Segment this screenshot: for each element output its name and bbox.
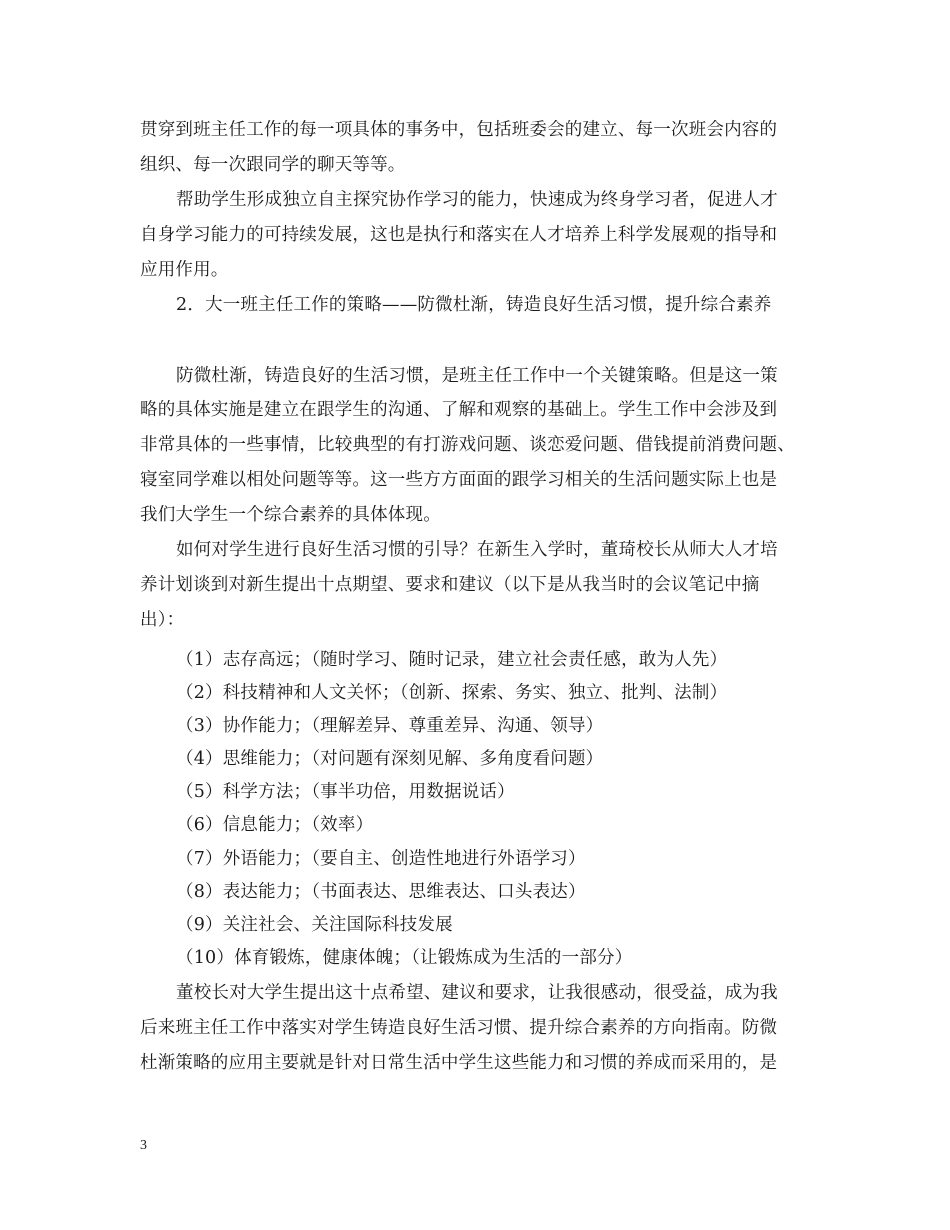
list-item: （9）关注社会、关注国际科技发展 — [176, 915, 453, 935]
list-item: （10）体育锻炼，健康体魄；（让锻炼成为生活的一部分） — [176, 948, 633, 968]
paragraph-line: 如何对学生进行良好生活习惯的引导？在新生入学时，董琦校长从师大人才培 — [176, 540, 778, 560]
list-item: （3）协作能力；（理解差异、尊重差异、沟通、领导） — [176, 716, 604, 736]
list-item: （7）外语能力；（要自主、创造性地进行外语学习） — [176, 849, 586, 869]
paragraph-line: 应用作用。 — [140, 260, 229, 280]
paragraph-line: 自身学习能力的可持续发展，这也是执行和落实在人才培养上科学发展观的指导和 — [140, 225, 778, 245]
list-item: （4）思维能力；（对问题有深刻见解、多角度看问题） — [176, 749, 604, 769]
section-heading: 2．大一班主任工作的策略——防微杜渐，铸造良好生活习惯，提升综合素养 — [176, 295, 772, 315]
paragraph-line: 略的具体实施是建立在跟学生的沟通、了解和观察的基础上。学生工作中会涉及到 — [140, 400, 778, 420]
paragraph-line: 后来班主任工作中落实对学生铸造良好生活习惯、提升综合素养的方向指南。防微 — [140, 1018, 778, 1038]
list-item: （8）表达能力；（书面表达、思维表达、口头表达） — [176, 882, 586, 902]
list-item: （1）志存高远；（随时学习、随时记录，建立社会责任感，敢为人先） — [176, 650, 728, 670]
paragraph-line: 非常具体的一些事情，比较典型的有打游戏问题、谈恋爱问题、借钱提前消费问题、 — [140, 435, 795, 455]
list-item: （6）信息能力；（效率） — [176, 815, 374, 835]
paragraph-line: 养计划谈到对新生提出十点期望、要求和建议（以下是从我当时的会议笔记中摘 — [140, 575, 760, 595]
list-item: （2）科技精神和人文关怀；（创新、探索、务实、独立、批判、法制） — [176, 683, 728, 703]
paragraph-line: 寝室同学难以相处问题等等。这一些方方面面的跟学习相关的生活问题实际上也是 — [140, 470, 778, 490]
paragraph-line: 杜渐策略的应用主要就是针对日常生活中学生这些能力和习惯的养成而采用的，是 — [140, 1053, 778, 1073]
paragraph-line: 贯穿到班主任工作的每一项具体的事务中，包括班委会的建立、每一次班会内容的 — [140, 120, 778, 140]
list-item: （5）科学方法；（事半功倍，用数据说话） — [176, 782, 515, 802]
page-number: 3 — [140, 1138, 147, 1153]
paragraph-line: 组织、每一次跟同学的聊天等等。 — [140, 155, 406, 175]
paragraph-line: 防微杜渐，铸造良好的生活习惯，是班主任工作中一个关键策略。但是这一策 — [176, 366, 778, 386]
paragraph-line: 出）： — [140, 610, 185, 630]
paragraph-line: 帮助学生形成独立自主探究协作学习的能力，快速成为终身学习者，促进人才 — [176, 190, 778, 210]
paragraph-line: 董校长对大学生提出这十点希望、建议和要求，让我很感动，很受益，成为我 — [176, 983, 778, 1003]
paragraph-line: 我们大学生一个综合素养的具体体现。 — [140, 505, 441, 525]
